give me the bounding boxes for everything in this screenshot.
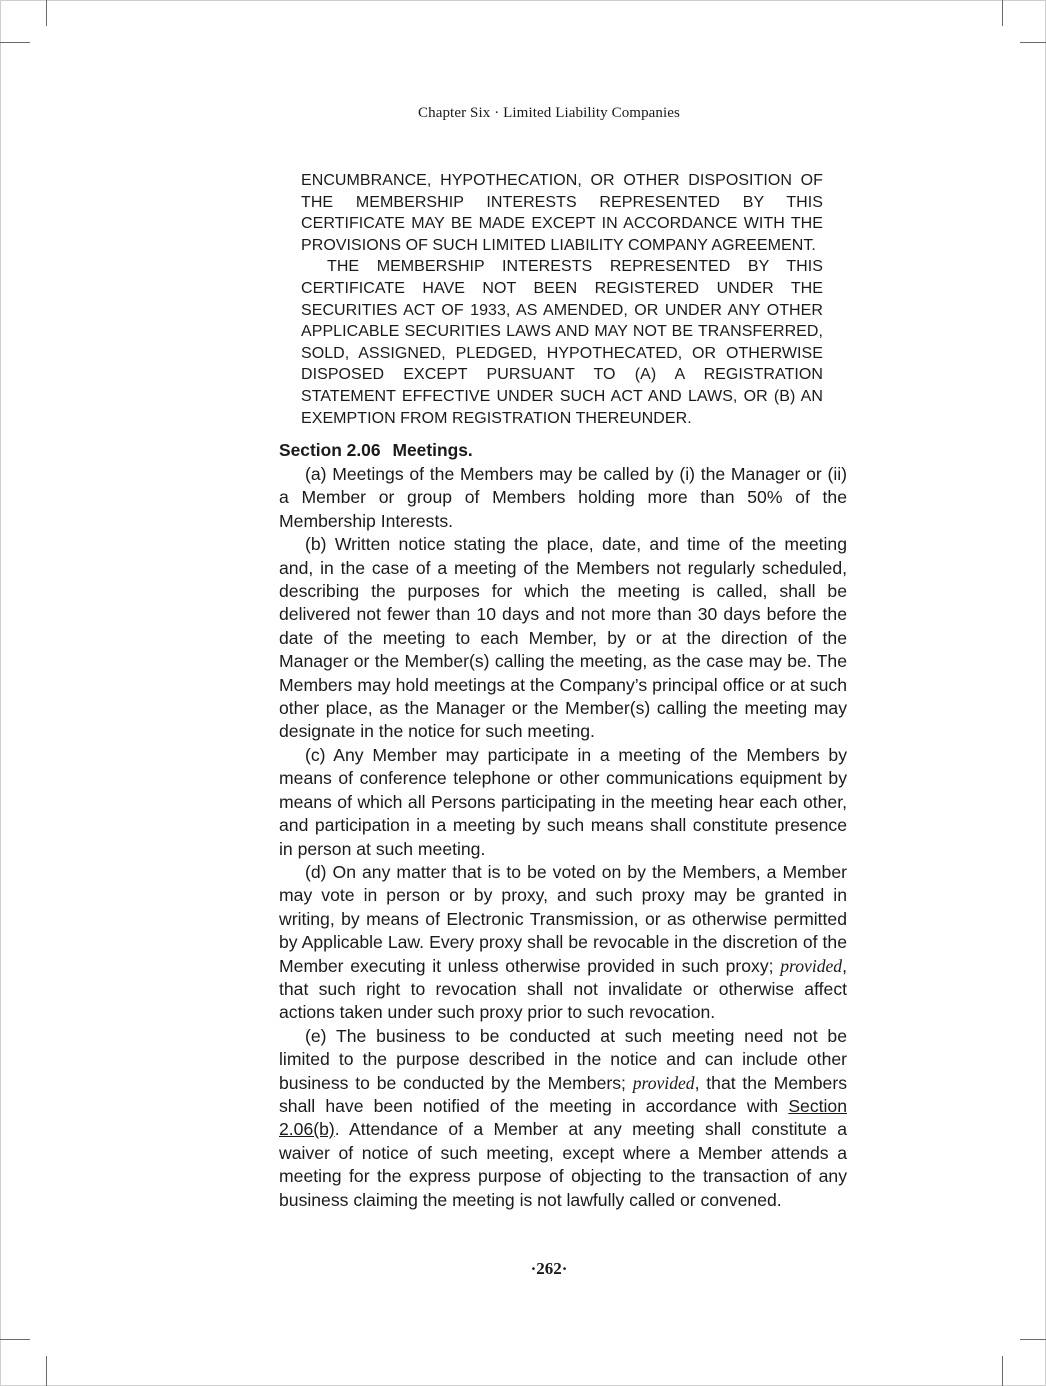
certificate-legend-block: [301, 170, 823, 429]
folio-prefix: ·: [530, 1259, 537, 1278]
folio-number: 262: [536, 1259, 562, 1278]
paragraph-d-text-2: , that such right to revocation shall not invalidate or otherwise affect actions taken under such proxy prior to such revocation.: [279, 955, 847, 1023]
crop-mark-bottom-right-vertical: [1002, 1356, 1003, 1386]
section-heading: [279, 439, 847, 462]
paragraph-b: (b) Written notice stating the place, date, and time of the meeting and, in the case of a meeting of the Members not regularly scheduled, describing the purposes for which the meeting is called, shall be delivered not fewer than 10 days and not more than 30 days before the date of the meeting to each Member, by or at the direction of the Manager or the Member(s) calling the meeting, as the case may be. The Members may hold meetings at the Company’s principal office or at such other place, as the Manager or the Member(s) calling the meeting may designate in the notice for such meeting.: [279, 534, 847, 742]
paragraph-e-provided: provided: [632, 1072, 695, 1093]
section-title: Meetings.: [392, 440, 473, 460]
paragraph-a: (a) Meetings of the Members may be called by (i) the Manager or (ii) a Member or group of Members holding more than 50% of the Membership Interests.: [279, 464, 847, 531]
running-head-title: Limited Liability Companies: [503, 105, 680, 121]
paragraph-c: (c) Any Member may participate in a meeting of the Members by means of conference telephone or other communications equipment by means of which all Persons participating in the meeting hear each other, and participation in a meeting by such means shall constitute presence in person at such meeting.: [279, 744, 847, 859]
section-cross-reference-link[interactable]: Section 2.06(b): [279, 1095, 847, 1140]
crop-mark-top-right-vertical: [1002, 0, 1003, 26]
running-head: [0, 105, 1046, 122]
paragraph-d-text-1: (d) On any matter that is to be voted on by the Members, a Member may vote in person or by proxy, and such proxy may be granted in writing, by means of Electronic Transmission, or as otherwise permitted by Applicable Law. Every proxy shall be revocable in the discretion of the Member executing it unless otherwise provided in such proxy;: [279, 861, 847, 976]
legend-paragraph-2: THE MEMBERSHIP INTERESTS REPRESENTED BY THIS CERTIFICATE HAVE NOT BEEN REGISTERED UNDER THE SECURITIES ACT OF 1933, AS AMENDED, OR UNDER ANY OTHER APPLICABLE SECURITIES LAWS AND MAY NOT BE TRANSFERRED, SOLD, ASSIGNED, PLEDGED, HYPOTHECATED, OR OTHERWISE DISPOSED EXCEPT PURSUANT TO (A) A REGISTRATION STATEMENT EFFECTIVE UNDER SUCH ACT AND LAWS, OR (B) AN EXEMPTION FROM REGISTRATION THEREUNDER.: [301, 258, 823, 427]
paragraph-e-text-2: , that the Members shall have been notified of the meeting in accordance with: [279, 1072, 847, 1116]
crop-mark-top-left-vertical: [46, 0, 47, 26]
paragraph-e: [279, 1025, 847, 1212]
paragraph-e-text-1: (e) The business to be conducted at such meeting need not be limited to the purpose described in the notice and can include other business to be conducted by the Members;: [279, 1025, 847, 1093]
crop-mark-bottom-right-horizontal: [1020, 1339, 1046, 1340]
folio-suffix: ·: [561, 1259, 568, 1278]
running-head-separator: ·: [494, 105, 500, 121]
page-number: [0, 1259, 1046, 1279]
paragraph-d-provided: provided: [780, 955, 843, 976]
crop-mark-top-left-horizontal: [0, 42, 30, 43]
crop-mark-top-right-horizontal: [1020, 42, 1046, 43]
legend-paragraph-1: ENCUMBRANCE, HYPOTHECATION, OR OTHER DISPOSITION OF THE MEMBERSHIP INTERESTS REPRESENTED BY THIS CERTIFICATE MAY BE MADE EXCEPT IN ACCORDANCE WITH THE PROVISIONS OF SUCH LIMITED LIABILITY COMPANY AGREEMENT.: [301, 172, 823, 254]
paragraph-d: [279, 861, 847, 1025]
paragraph-e-text-3: . Attendance of a Member at any meeting shall constitute a waiver of notice of such meeting, except where a Member attends a meeting for the express purpose of objecting to the transaction of any business claiming the meeting is not lawfully called or convened.: [279, 1119, 847, 1210]
running-head-chapter: Chapter Six: [417, 105, 491, 121]
section-number: Section 2.06: [279, 440, 381, 460]
section-body: [279, 439, 847, 1212]
crop-mark-bottom-left-horizontal: [0, 1339, 30, 1340]
crop-mark-bottom-left-vertical: [46, 1356, 47, 1386]
